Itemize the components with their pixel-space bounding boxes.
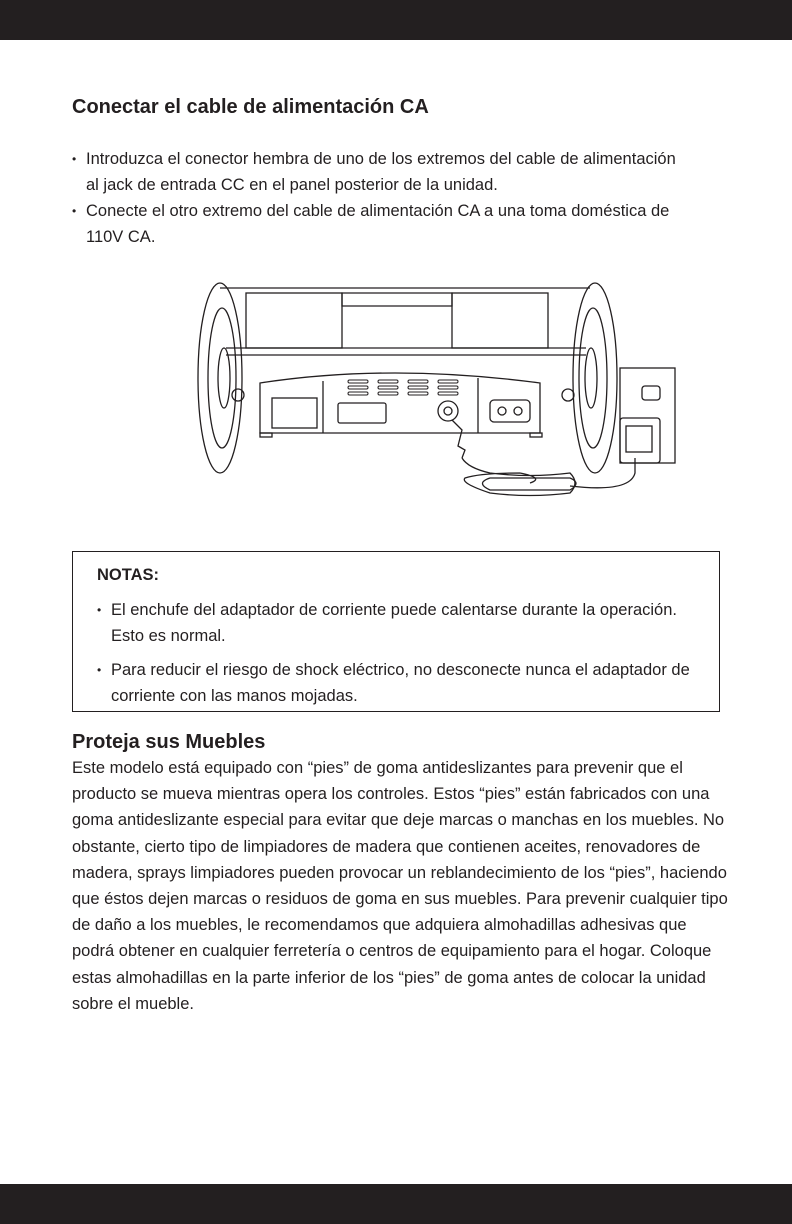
header-bar	[0, 0, 792, 40]
instruction-item: • Introduzca el conector hembra de uno de los extremos del cable de alimentación al jack de entrada CC en el panel posterior de la unidad.	[72, 146, 692, 198]
power-instructions	[72, 146, 692, 250]
notes-list	[97, 597, 697, 717]
notes-box	[72, 551, 720, 712]
section-title-furniture: Proteja sus Muebles	[72, 731, 266, 753]
power-connection-illustration	[190, 268, 690, 523]
note-item: • El enchufe del adaptador de corriente puede calentarse durante la operación. Esto es normal.	[97, 597, 697, 649]
instruction-item: • Conecte el otro extremo del cable de alimentación CA a una toma doméstica de 110V CA.	[72, 198, 692, 250]
furniture-paragraph: Este modelo está equipado con “pies” de goma antideslizantes para prevenir que el producto se mueva mientras opera los controles. Estos “pies” están fabricados con una goma antideslizante especial para evitar que deje marcas o manchas en los muebles. No obstante, cierto tipo de limpiadores de madera que contienen aceites, renovadores de madera, sprays limpiadores pueden provocar un reblandecimiento de los “pies”, haciendo que éstos dejen marcas o residuos de goma en sus muebles. Para prevenir cualquier tipo de daño a los muebles, le recomendamos que adquiera almohadillas adhesivas que podrá obtener en cualquier ferretería o centros de equipamiento para el hogar. Coloque estas almohadillas en la parte inferior de los “pies” de goma antes de colocar la unidad sobre el mueble.	[72, 759, 728, 1013]
footer-bar	[0, 1184, 792, 1224]
note-item: • Para reducir el riesgo de shock eléctrico, no desconecte nunca el adaptador de corriente con las manos mojadas.	[97, 657, 697, 709]
notes-title: NOTAS:	[97, 566, 160, 584]
section-title-power: Conectar el cable de alimentación CA	[72, 96, 429, 118]
